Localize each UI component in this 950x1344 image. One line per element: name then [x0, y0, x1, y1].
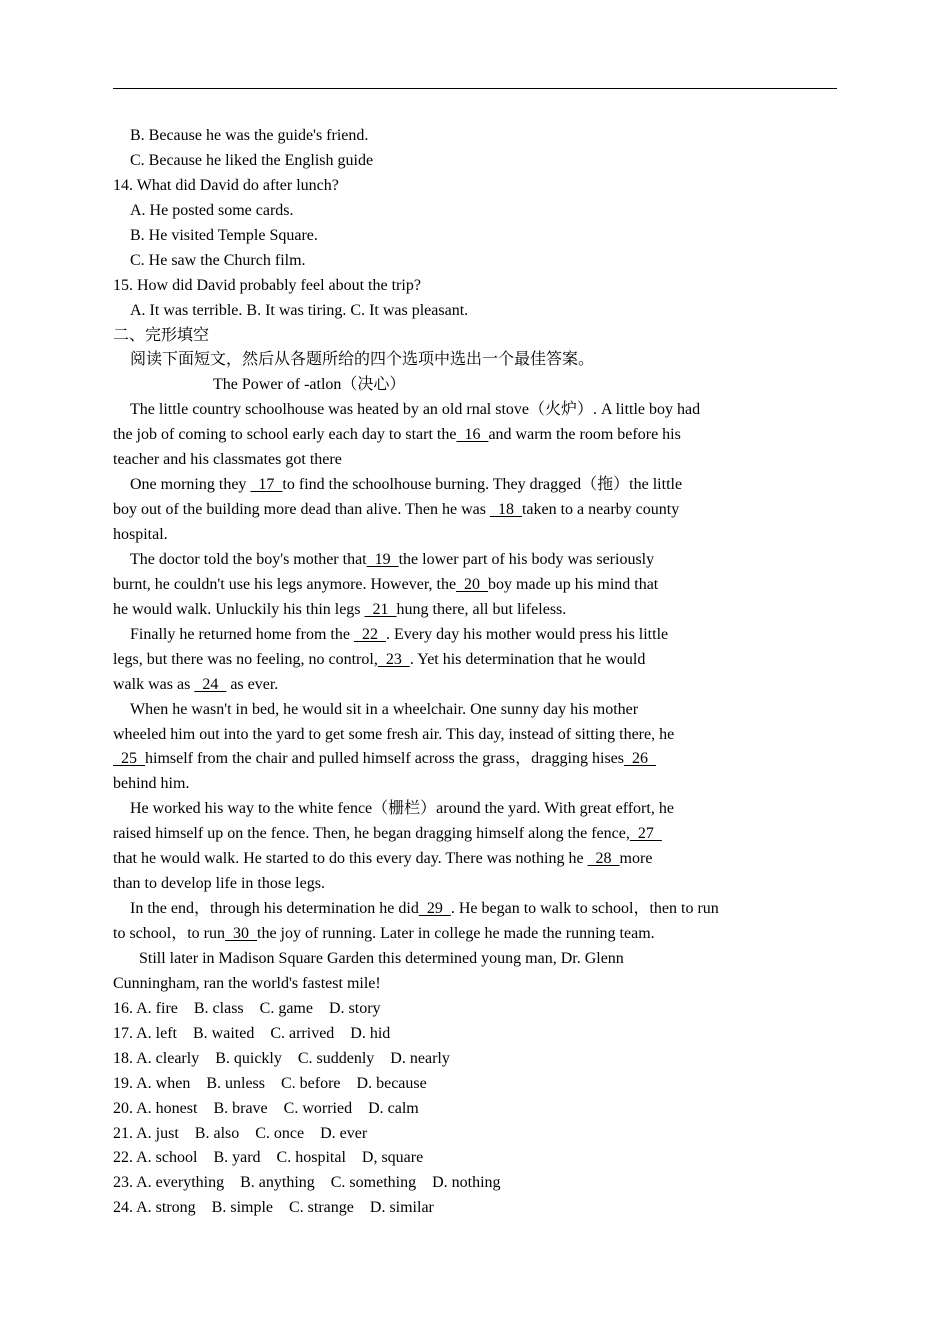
q15-options: A. It was terrible. B. It was tiring. C. It was pleasant.: [130, 301, 469, 319]
passage-text: One morning they: [130, 476, 251, 494]
blank-16: 16: [456, 426, 489, 444]
passage-text: to school，to run: [113, 925, 225, 942]
passage-line: [113, 847, 837, 872]
passage-text: and warm the room before his: [488, 426, 681, 444]
passage-text: burnt, he couldn't use his legs anymore. However, the: [113, 575, 457, 593]
passage-text: taken to a nearby county: [521, 501, 680, 519]
passage-line: behind him.: [113, 775, 190, 793]
passage-text: as ever.: [226, 675, 279, 693]
q14-option-a: A. He posted some cards.: [130, 201, 294, 219]
passage-text: the joy of running. Later in college he made the running team.: [257, 925, 655, 942]
passage-line: teacher and his classmates got there: [113, 451, 342, 469]
passage-text: more: [619, 850, 653, 868]
blank-30: 30: [225, 925, 257, 942]
blank-27: 27: [629, 825, 662, 843]
blank-23: 23: [377, 650, 410, 668]
q13-option-b: B. Because he was the guide's friend.: [130, 127, 369, 144]
passage-line: [113, 498, 837, 523]
options-19: 19. A. when B. unless C. before D. because: [113, 1074, 427, 1092]
passage-text: Finally he returned home from the: [130, 625, 354, 643]
passage-text: legs, but there was no feeling, no control,: [113, 650, 378, 668]
passage-text: to find the schoolhouse burning. They dragged（拖）the little: [282, 476, 683, 494]
blank-24: 24: [194, 675, 227, 693]
q14-stem: 14. What did David do after lunch?: [113, 176, 339, 194]
blank-17: 17: [250, 476, 283, 494]
passage-line: [113, 623, 837, 648]
options-18: 18. A. clearly B. quickly C. suddenly D. nearly: [113, 1049, 450, 1067]
passage-text: he would walk. Unluckily his thin legs: [113, 600, 365, 618]
options-16: 16. A. fire B. class C. game D. story: [113, 999, 381, 1017]
passage-text: boy made up his mind that: [488, 575, 659, 593]
passage-text: walk was as: [113, 675, 195, 693]
passage-line: [113, 648, 837, 673]
blank-22: 22: [353, 625, 386, 643]
options-22: 22. A. school B. yard C. hospital D, square: [113, 1149, 424, 1167]
blank-18: 18: [489, 501, 522, 519]
passage-title: The Power of -atlon（决心）: [213, 376, 406, 394]
blank-19: 19: [366, 550, 399, 568]
document-body: [113, 124, 837, 1221]
q13-option-c: C. Because he liked the English guide: [130, 151, 374, 169]
passage-line: [113, 473, 837, 498]
options-23: 23. A. everything B. anything C. something D. nothing: [113, 1174, 501, 1192]
passage-line: [113, 673, 837, 698]
passage-line: [113, 747, 837, 772]
passage-line: hospital.: [113, 526, 168, 543]
options-20: 20. A. honest B. brave C. worried D. calm: [113, 1099, 419, 1117]
q14-option-c: C. He saw the Church film.: [130, 251, 306, 269]
passage-text: . He began to walk to school，then to run: [450, 900, 719, 918]
passage-text: hung there, all but lifeless.: [396, 600, 567, 618]
section-instruction: 阅读下面短文，然后从各题所给的四个选项中选出一个最佳答案。: [130, 351, 595, 369]
passage-text: the lower part of his body was seriously: [398, 550, 655, 568]
passage-line: [113, 897, 837, 922]
passage-text: himself from the chair and pulled himself across the grass，dragging hises: [145, 750, 624, 768]
passage-text: that he would walk. He started to do this every day. There was nothing he: [113, 850, 588, 868]
passage-line: The little country schoolhouse was heated by an old rnal stove（火炉）. A little boy had: [130, 401, 701, 419]
options-24: 24. A. strong B. simple C. strange D. similar: [113, 1199, 434, 1217]
passage-text: The doctor told the boy's mother that: [130, 550, 367, 568]
q15-stem: 15. How did David probably feel about the trip?: [113, 276, 421, 294]
header-rule: [113, 88, 837, 89]
q14-option-b: B. He visited Temple Square.: [130, 226, 318, 244]
passage-line: [113, 423, 837, 448]
section-heading: 二、完形填空: [113, 326, 210, 344]
blank-28: 28: [587, 850, 620, 868]
passage-text: boy out of the building more dead than alive. Then he was: [113, 501, 490, 519]
passage-line: [113, 548, 837, 573]
passage-line: than to develop life in those legs.: [113, 875, 325, 893]
blank-26: 26: [624, 750, 656, 768]
passage-line: Still later in Madison Square Garden this determined young man, Dr. Glenn: [139, 949, 624, 967]
passage-text: the job of coming to school early each day to start the: [113, 426, 457, 444]
passage-line: [113, 598, 837, 623]
passage-text: . Every day his mother would press his little: [385, 625, 669, 643]
passage-line: When he wasn't in bed, he would sit in a wheelchair. One sunny day his mother: [130, 700, 639, 718]
passage-line: [113, 573, 837, 598]
passage-line: [113, 922, 837, 947]
passage-line: Cunningham, ran the world's fastest mile!: [113, 974, 381, 992]
blank-29: 29: [418, 900, 451, 918]
passage-line: [113, 822, 837, 847]
passage-text: In the end，through his determination he did: [130, 900, 419, 918]
options-17: 17. A. left B. waited C. arrived D. hid: [113, 1024, 391, 1042]
options-21: 21. A. just B. also C. once D. ever: [113, 1124, 368, 1142]
passage-line: He worked his way to the white fence（栅栏）around the yard. With great effort, he: [130, 800, 674, 818]
passage-text: raised himself up on the fence. Then, he began dragging himself along the fence,: [113, 825, 630, 843]
blank-21: 21: [364, 600, 397, 618]
blank-20: 20: [456, 575, 489, 593]
blank-25: 25: [113, 750, 145, 768]
passage-text: . Yet his determination that he would: [409, 650, 646, 668]
passage-line: wheeled him out into the yard to get some fresh air. This day, instead of sitting there, he: [113, 725, 675, 743]
